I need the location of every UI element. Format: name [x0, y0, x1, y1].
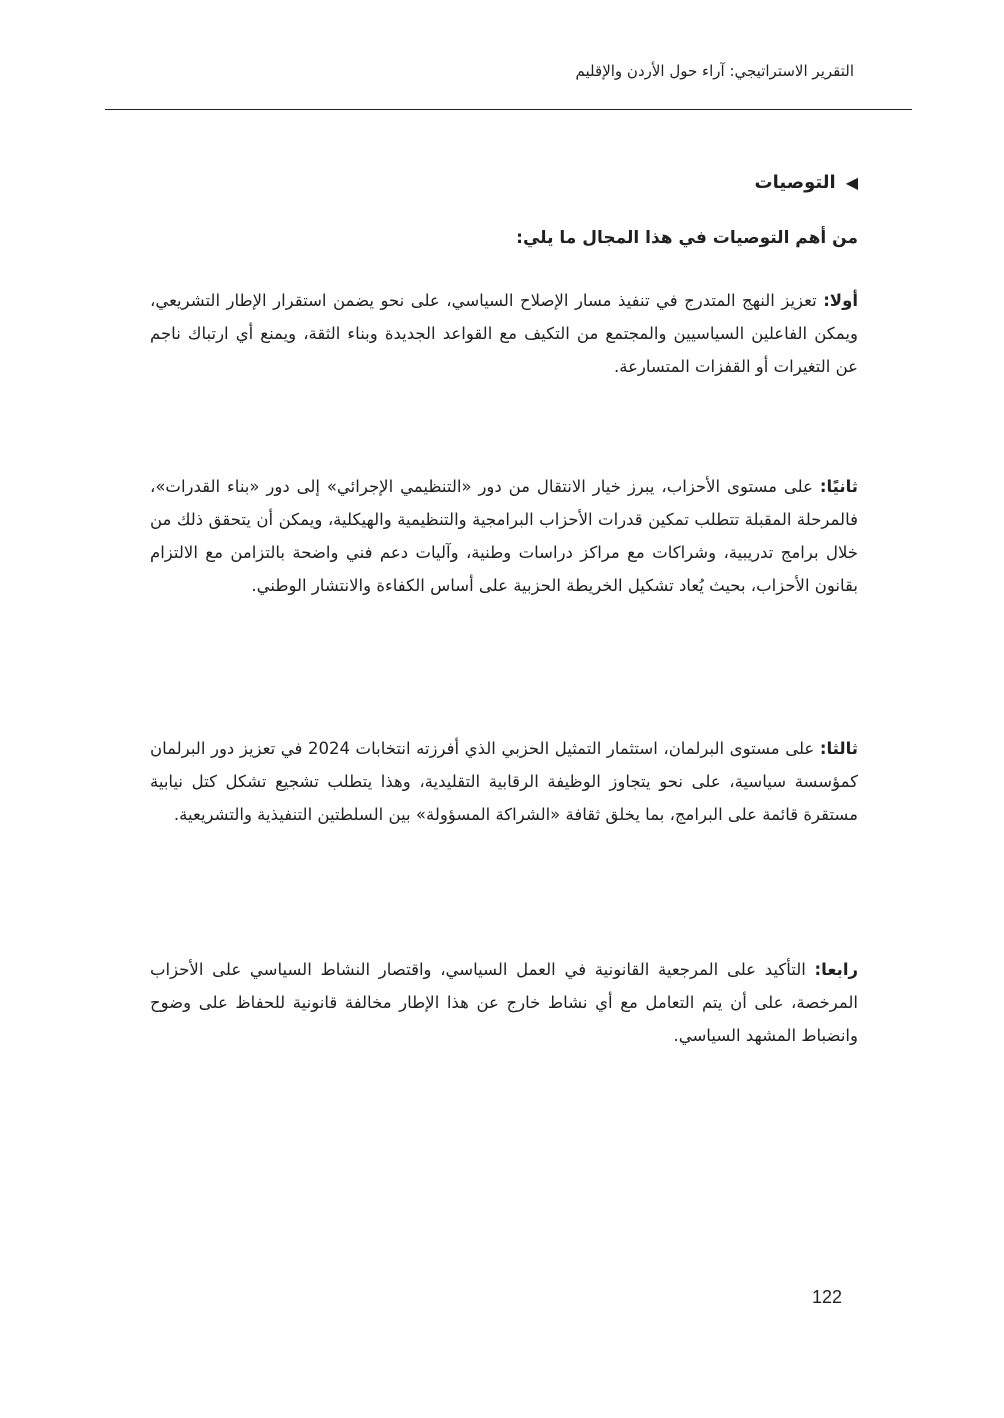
- header-divider: [105, 109, 912, 110]
- recommendation-paragraph: [150, 470, 858, 602]
- recommendation-text: تعزيز النهج المتدرج في تنفيذ مسار الإصلاح السياسي، على نحو يضمن استقرار الإطار التشريعي، ويمكن الفاعلين السياسيين والمجتمع من التكيف مع القواعد الجديدة وبناء الثقة، ويمنع أي ارتباك ناجم عن التغيرات أو القفزات المتسارعة.: [150, 291, 858, 376]
- recommendation-label: ثالثا:: [819, 739, 858, 758]
- recommendation-paragraph: [150, 732, 858, 831]
- recommendation-paragraph: [150, 953, 858, 1052]
- running-header: التقرير الاستراتيجي: آراء حول الأردن والإقليم: [575, 62, 854, 80]
- recommendation-label: ثانيًا:: [819, 477, 858, 496]
- recommendation-label: أولا:: [823, 291, 858, 310]
- section-intro: من أهم التوصيات في هذا المجال ما يلي:: [516, 228, 858, 248]
- recommendation-text: على مستوى الأحزاب، يبرز خيار الانتقال من دور «التنظيمي الإجرائي» إلى دور «بناء القدرات»، فالمرحلة المقبلة تتطلب تمكين قدرات الأحزاب البرامجية والتنظيمية والهيكلية، ويمكن أن يتحقق ذلك من خلال برامج تدريبية، وشراكات مع مراكز دراسات وطنية، وآليات دعم فني واضحة بالتزامن مع الالتزام بقانون الأحزاب، بحيث يُعاد تشكيل الخريطة الحزبية على أساس الكفاءة والانتشار الوطني.: [150, 477, 858, 595]
- recommendation-paragraph: [150, 284, 858, 383]
- recommendation-text: التأكيد على المرجعية القانونية في العمل السياسي، واقتصار النشاط السياسي على الأحزاب المرخصة، على أن يتم التعامل مع أي نشاط خارج عن هذا الإطار مخالفة قانونية للحفاظ على وضوح وانضباط المشهد السياسي.: [150, 960, 858, 1045]
- triangle-left-icon: ◀: [845, 173, 858, 192]
- page-number: 122: [812, 1287, 843, 1307]
- section-heading: [150, 172, 858, 193]
- section-title: التوصيات: [754, 172, 836, 193]
- recommendation-text: على مستوى البرلمان، استثمار التمثيل الحزبي الذي أفرزته انتخابات 2024 في تعزيز دور البرلمان كمؤسسة سياسية، على نحو يتجاوز الوظيفة الرقابية التقليدية، وهذا يتطلب تشجيع تشكل كتل نيابية مستقرة قائمة على البرامج، بما يخلق ثقافة «الشراكة المسؤولة» بين السلطتين التنفيذية والتشريعية.: [150, 739, 858, 824]
- recommendation-label: رابعا:: [814, 960, 858, 979]
